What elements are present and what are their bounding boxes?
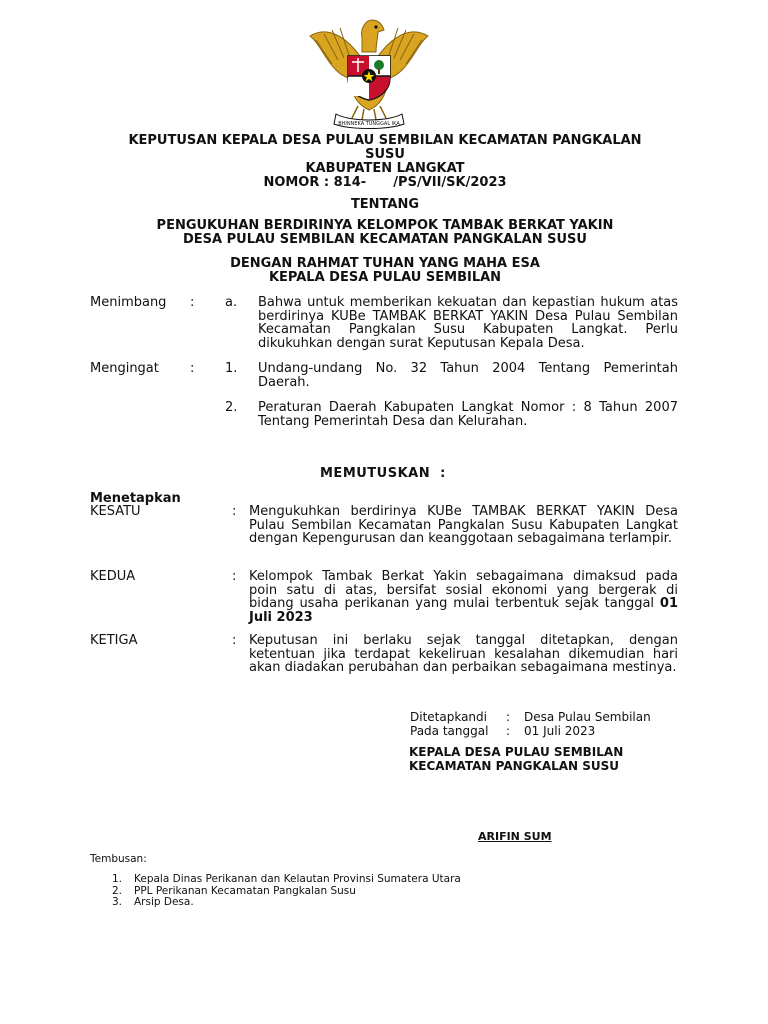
subject-line-1: PENGUKUHAN BERDIRINYA KELOMPOK TAMBAK BERKAT YAKIN <box>156 218 614 233</box>
mengingat-text-2: Peraturan Daerah Kabupaten Langkat Nomor : 8 Tahun 2007 Tentang Pemerintah Desa dan Kelurahan. <box>258 400 678 429</box>
decree-subject <box>60 219 710 247</box>
rahmat-line-2: KEPALA DESA PULAU SEMBILAN <box>268 270 502 285</box>
mengingat-num-2: 2. <box>225 400 238 415</box>
decree-number: NOMOR : 814- /PS/VII/SK/2023 <box>263 175 507 190</box>
memutuskan-heading: MEMUTUSKAN : <box>320 466 446 481</box>
tanggal-row <box>410 725 595 739</box>
kedua-text: Kelompok Tambak Berkat Yakin sebagaimana dimaksud pada poin satu di atas, bersifat sosial ekonomi yang bergerak di bidang usaha perikanan yang mulai terbentuk sejak tanggal <box>249 569 678 612</box>
rahmat-line-1: DENGAN RAHMAT TUHAN YANG MAHA ESA <box>230 256 540 271</box>
kesatu-text: Mengukuhkan berdirinya KUBe TAMBAK BERKAT YAKIN Desa Pulau Sembilan Kecamatan Pangkalan Susu Kabupaten Langkat dengan Kepengurusan dan keanggotaan sebagaimana terlampir. <box>249 504 678 547</box>
title-line-3: KABUPATEN LANGKAT <box>305 161 465 176</box>
mengingat-num-1: 1. <box>225 361 238 376</box>
tembusan-list <box>112 874 461 909</box>
garuda-emblem-icon <box>306 14 432 132</box>
kesatu-colon: : <box>232 504 237 519</box>
rahmat-heading <box>60 257 710 285</box>
menimbang-colon: : <box>190 295 195 310</box>
ditetapkan-value: Desa Pulau Sembilan <box>524 710 651 724</box>
tembusan-num-3: 3. <box>112 896 123 908</box>
tanggal-value: 01 Juli 2023 <box>524 724 596 738</box>
signatory-title-line-2: KECAMATAN PANGKALAN SUSU <box>409 758 620 773</box>
menimbang-label: Menimbang <box>90 295 167 310</box>
signatory-title <box>409 746 623 773</box>
mengingat-text-1: Undang-undang No. 32 Tahun 2004 Tentang Pemerintah Daerah. <box>258 361 678 390</box>
kedua-date: 01 Juli 2023 <box>249 596 678 625</box>
ditetapkan-label: Ditetapkandi <box>410 710 487 724</box>
kedua-text-block <box>249 570 678 624</box>
tembusan-label: Tembusan: <box>90 853 147 865</box>
menetapkan-label: Menetapkan <box>90 491 181 506</box>
tentang-heading: TENTANG <box>350 197 420 212</box>
tembusan-text-1: Kepala Dinas Perikanan dan Kelautan Provinsi Sumatera Utara <box>134 873 461 885</box>
ketiga-label: KETIGA <box>90 633 138 648</box>
kedua-label: KEDUA <box>90 569 136 584</box>
signatory-name: ARIFIN SUM <box>478 830 552 843</box>
title-line-2: SUSU <box>365 147 405 162</box>
subject-line-2: DESA PULAU SEMBILAN KECAMATAN PANGKALAN SUSU <box>183 232 587 247</box>
title-line-1: KEPUTUSAN KEPALA DESA PULAU SEMBILAN KECAMATAN PANGKALAN <box>128 133 642 148</box>
kesatu-label: KESATU <box>90 504 141 519</box>
ketiga-colon: : <box>232 633 237 648</box>
emblem-motto: BHINNEKA TUNGGAL IKA <box>338 121 400 127</box>
list-item <box>112 897 461 909</box>
mengingat-colon: : <box>190 361 195 376</box>
tanggal-colon: : <box>506 724 511 738</box>
tembusan-text-2: PPL Perikanan Kecamatan Pangkalan Susu <box>134 884 356 897</box>
decree-title <box>60 134 710 190</box>
ditetapkan-colon: : <box>506 710 511 724</box>
tembusan-num-1: 1. <box>112 873 123 885</box>
tembusan-text-3: Arsip Desa. <box>134 896 194 908</box>
kedua-colon: : <box>232 569 237 584</box>
ketiga-text: Keputusan ini berlaku sejak tanggal ditetapkan, dengan ketentuan jika terdapat kekeliruan kesalahan dikemudian hari akan diadakan perubahan dan perbaikan sebagaimana mestinya. <box>249 633 678 676</box>
signatory-title-line-1: KEPALA DESA PULAU SEMBILAN <box>409 745 624 759</box>
mengingat-label: Mengingat <box>90 361 159 376</box>
ditetapkan-row <box>410 711 651 725</box>
tanggal-label: Pada tanggal <box>410 724 489 738</box>
menimbang-text: Bahwa untuk memberikan kekuatan dan kepastian hukum atas berdirinya KUBe TAMBAK BERKAT YAKIN Desa Pulau Sembilan Kecamatan Pangkalan Susu Kabupaten Langkat. Perlu dikukuhkan dengan surat Keputusan Kepala Desa. <box>258 295 678 351</box>
tembusan-num-2: 2. <box>112 884 123 897</box>
menimbang-num: a. <box>225 295 238 310</box>
